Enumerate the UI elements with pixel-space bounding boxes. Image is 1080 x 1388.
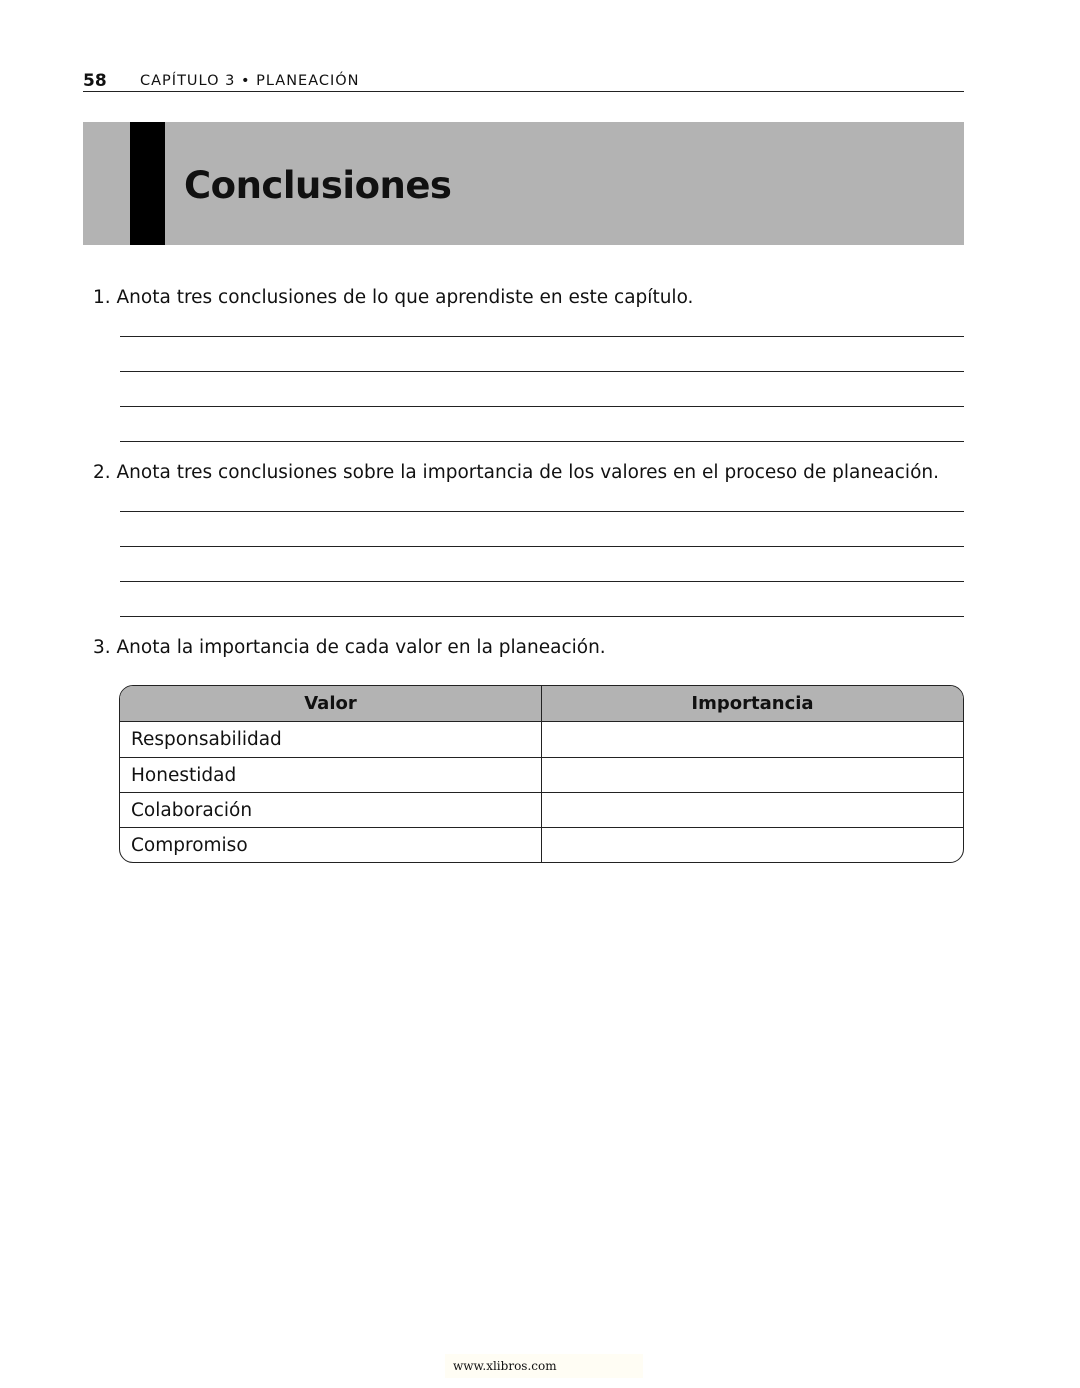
- table-row: [120, 827, 963, 862]
- running-header: [83, 70, 964, 92]
- answer-line[interactable]: [120, 441, 964, 442]
- values-table: [119, 685, 964, 863]
- importance-cell[interactable]: [542, 792, 963, 827]
- header-importancia: Importancia: [542, 686, 963, 722]
- answer-line[interactable]: [120, 511, 964, 512]
- question-2: 2. Anota tres conclusiones sobre la importancia de los valores en el proceso de planeación.: [93, 462, 939, 483]
- footer-watermark: www.xlibros.com: [445, 1354, 643, 1378]
- value-cell: Honestidad: [120, 757, 542, 792]
- importance-cell[interactable]: [542, 827, 963, 862]
- value-cell: Colaboración: [120, 792, 542, 827]
- value-cell: Responsabilidad: [120, 722, 542, 757]
- section-banner: [83, 122, 964, 245]
- answer-line[interactable]: [120, 546, 964, 547]
- page-number: 58: [83, 71, 107, 91]
- header-valor: Valor: [120, 686, 542, 722]
- table-row: [120, 722, 963, 757]
- answer-line[interactable]: [120, 371, 964, 372]
- banner-accent-bar: [130, 122, 165, 245]
- table-row: [120, 757, 963, 792]
- answer-line[interactable]: [120, 616, 964, 617]
- answer-line[interactable]: [120, 406, 964, 407]
- question-1: 1. Anota tres conclusiones de lo que aprendiste en este capítulo.: [93, 287, 694, 308]
- table-row: [120, 792, 963, 827]
- question-3: 3. Anota la importancia de cada valor en la planeación.: [93, 637, 606, 658]
- chapter-title: CAPÍTULO 3 • PLANEACIÓN: [140, 73, 360, 89]
- answer-line[interactable]: [120, 336, 964, 337]
- importance-cell[interactable]: [542, 722, 963, 757]
- importance-cell[interactable]: [542, 757, 963, 792]
- section-title: Conclusiones: [184, 164, 452, 207]
- answer-line[interactable]: [120, 581, 964, 582]
- value-cell: Compromiso: [120, 827, 542, 862]
